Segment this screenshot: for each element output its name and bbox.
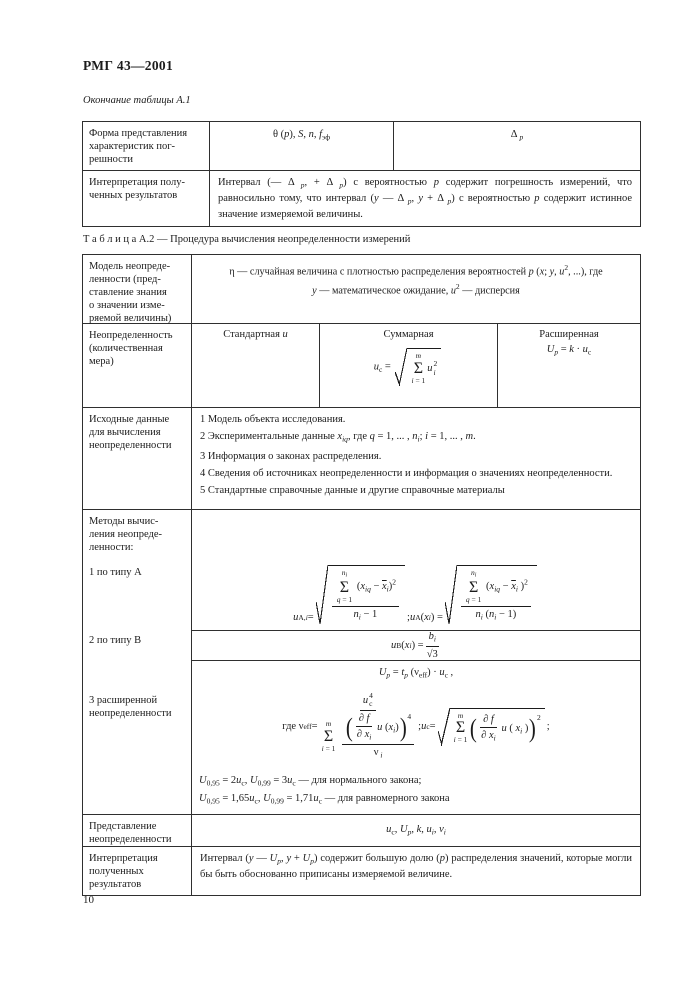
coverage-uniform-law: $U_{0,95} = 1,65u_c$, $U_{0,99} = 1,71u_c$ — для равномерного закона [199, 792, 450, 805]
row-label-uncertainty: Неопределенность (количественная мера) [89, 330, 173, 367]
list-item: 4 Сведения об источниках неопределенности и информация о значениях неопределенности. [200, 467, 613, 479]
expanded-formula-veff: где ν eff = u 4 c m Σ i = 1 ( $\frac{\partial f}{\partial x_i}$ u $(x_i)$ ) 4 ν $_i$ ; u c = m Σ i = 1 ( $\frac{\partial f}{\partial x_i}$ u ( $x_i$ ) ) 2 ; [282, 690, 550, 760]
cell-combined-uncertainty [319, 324, 497, 407]
row-label-model: Модель неопреде- ленности (пред- ставление знания о значении изме- ряемой величины) [89, 261, 172, 324]
table-a2-row-interpretation [83, 846, 640, 895]
method-expanded-label: 3 расширенной неопределенности [89, 695, 172, 719]
method-type-a-label: 1 по типу А [89, 567, 142, 578]
row-label-interpretation-a2: Интерпретация полученных результатов [89, 853, 158, 890]
cell-methods-labels [83, 510, 191, 814]
cell-standard-uncertainty [191, 324, 319, 407]
table-a2-caption: Т а б л и ц а А.2 — Процедура вычисления неопределенности измерений [83, 234, 411, 245]
cell-expanded-uncertainty [497, 324, 640, 407]
cell-interpretation-text: Интервал (— Δ $_p$, + Δ $_p$) с вероятностью p содержит погрешность измерений, что равносильно тому, что интервал (y — Δ $_p$, y + Δ $_p$) с вероятностью p содержит истинное значение измеряемой величины. [209, 171, 640, 226]
cell-input-data-list [191, 408, 640, 509]
row-label-representation: Представление неопределенности [89, 821, 172, 845]
cell-interpretation-text-a2: Интервал (y — $U_p$, $y + U_p$) содержит большую долю (p) распределения значений, которые могли бы быть обоснованно приписаны измеряемой величине. [191, 847, 640, 895]
table-a2-row-uncertainty-measure [83, 323, 640, 407]
combined-uncertainty-formula: $u_c$ = m Σ i = 1 u 2 i [326, 348, 491, 386]
table-a1-row-interpretation [83, 170, 640, 226]
page-number: 10 [83, 894, 94, 906]
table-a1 [82, 121, 641, 227]
table-a2-row-model [83, 255, 640, 323]
table-a2-row-representation [83, 814, 640, 846]
expanded-uncertainty-block [192, 660, 640, 814]
model-text-line1: η — случайная величина с плотностью распределения вероятностей p (x; y, $u^2$, ...), где [229, 263, 603, 278]
expanded-formula-up: $U_p = t_p$ $(\nu_{eff}) \cdot u_c$ , [378, 667, 454, 680]
list-item: 1 Модель объекта исследования. [200, 414, 346, 425]
row-label-input-data: Исходные данные для вычисления неопределенности [89, 414, 172, 451]
document-header: РМГ 43—2001 [83, 58, 173, 73]
expanded-uncertainty-formula: $U_p = k \cdot u_c$ [546, 344, 592, 357]
method-type-b-label: 2 по типу В [89, 635, 142, 646]
expanded-uncertainty-header: Расширенная [539, 329, 599, 340]
combined-uncertainty-header: Суммарная [383, 329, 434, 340]
type-b-formula: u В ( x i ) = $\frac{b_i}{√3}$ [192, 630, 640, 660]
row-label-interpretation: Интерпретация полу- ченных результатов [89, 177, 186, 201]
list-item: 3 Информация о законах распределения. [200, 450, 382, 462]
table-a1-row-form [83, 122, 640, 170]
methods-label: Методы вычис- ления неопреде- ленности: [89, 516, 163, 553]
model-text-line2: у — математическое ожидание, $u^2$ — дисперсия [312, 281, 520, 296]
cell-delta-p: Δ $_p$ [393, 122, 640, 170]
cell-error-characteristics: θ (p), S, n, $f_{эф}$ [209, 122, 393, 170]
table-a2-row-input-data [83, 407, 640, 509]
list-item: 5 Стандартные справочные данные и другие справочные материалы [200, 484, 505, 496]
standard-uncertainty-header: Стандартная u [223, 329, 288, 340]
table-a1-continuation-caption: Окончание таблицы А.1 [83, 95, 191, 106]
cell-representation-values: $u_c$, $U_p$, k, $u_i$, $v_i$ [191, 815, 640, 846]
table-a2 [82, 254, 641, 896]
cell-model-text [191, 255, 640, 323]
row-label-form: Форма представления характеристик пог- решности [89, 128, 188, 165]
type-a-formula: u А, i = $n_i$ Σ q = 1 $(x_{iq} - \overline{x}_i)^2$ $n_i - 1$ ; u А ( x i ) = $n_i$ Σ q = 1 ($x_{iq} - \overline{x}_i$ )$^2$ $n_i$ $(n_i - 1)$ [192, 510, 640, 630]
list-item: 2 Экспериментальные данные $x_{iq}$, где q = 1, ... , $n_i$; i = 1, ... , m. [200, 431, 476, 444]
coverage-normal-law: $U_{0,95} = 2u_c$, $U_{0,99} = 3u_c$ — для нормального закона; [199, 775, 422, 788]
cell-methods-formulas [191, 510, 640, 814]
table-a2-row-methods [83, 509, 640, 814]
